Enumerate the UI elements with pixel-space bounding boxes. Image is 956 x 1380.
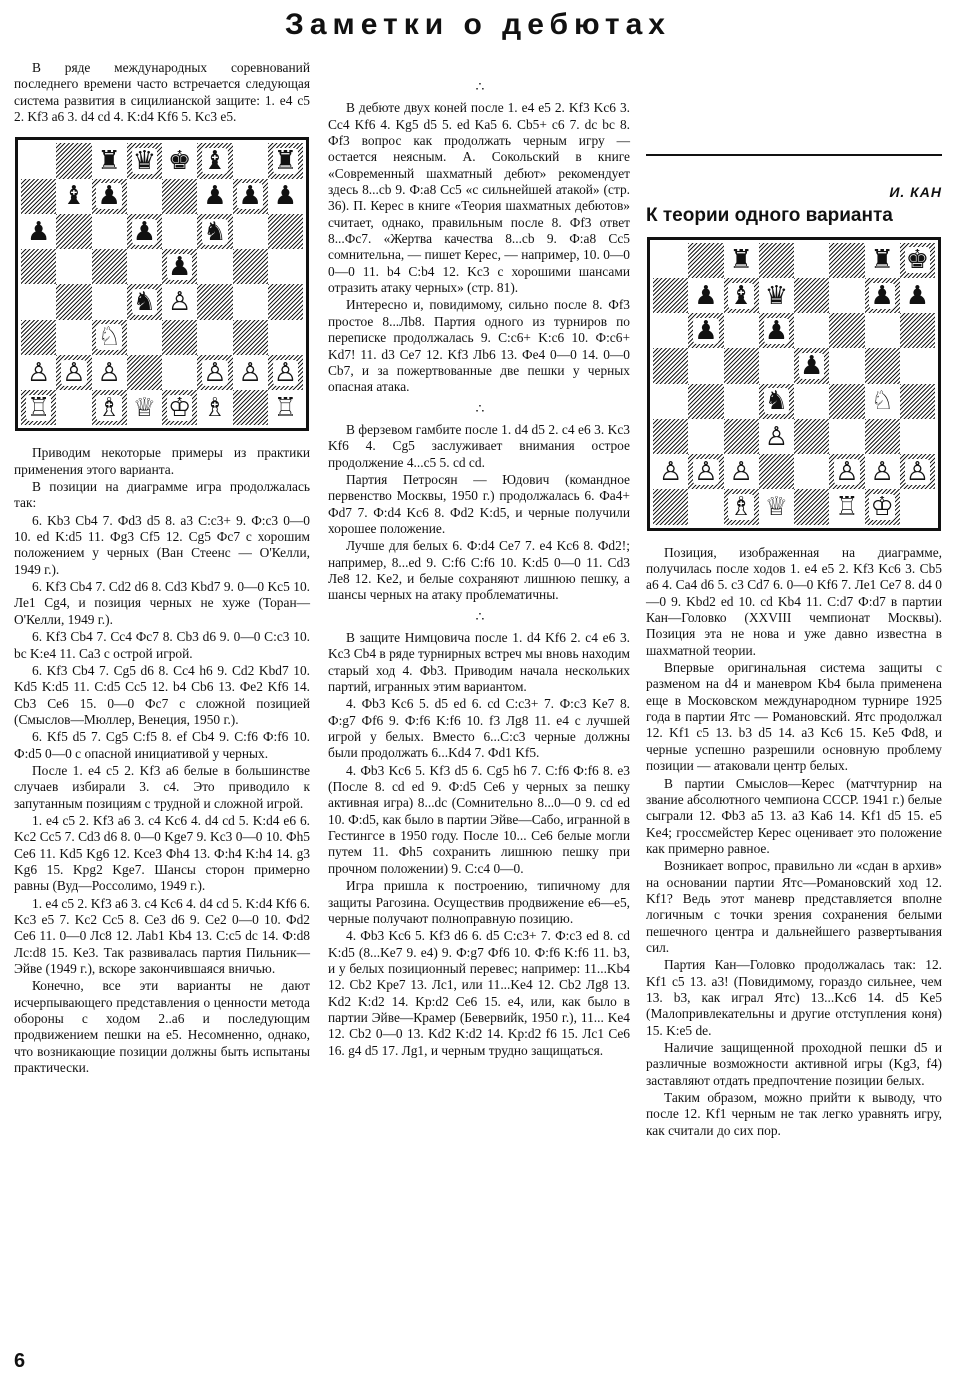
chess-piece: ♗	[203, 392, 227, 423]
board-square	[92, 249, 127, 284]
chess-piece: ♙	[238, 357, 262, 388]
board-square	[724, 348, 759, 383]
board-square	[56, 249, 91, 284]
paragraph: Впервые оригинальная система защиты с разменом на d4 и маневром Kb4 была применена еще в Московском международном турнире 1925 года в партии Ятс — Романовский. Ятс продолжал 12. Kf1 c5 13. b3 d5 14. a3 Kc6 15. Ke5 Фd8, и черные успешно разрешили основную проблему позиции — атаковали центр белых.	[646, 660, 942, 774]
paragraph: 4. Фb3 Kc6 5. Kf3 d5 6. Cg5 h6 7. C:f6 Ф:f6 8. e3 (После 8. cd ed 9. Ф:d5 Ce6 у черных за пешку активная игра) 8...dc (Сомнительно 8...0—0 9. cd ed 10. Ф:d5, как было в партии Эйве—Сабо, игранной в Гестингсе в 1950 году. После 10... Ce6 белые могли путем 11. Фh5 сохранить лишнюю пешку при прочном положении) 9. C:c4 0—0.	[328, 762, 630, 876]
chess-piece: ♙	[203, 357, 227, 388]
board-square	[688, 348, 723, 383]
board-square	[759, 348, 794, 383]
paragraph: Лучше для белых 6. Ф:d4 Ce7 7. e4 Kc6 8. Фd2!; например, 8...ed 9. C:f6 C:f6 10. K:d5 0—0 11. Cd3 Лe8 12. Ke2, и белые сохраняют лишнюю пешку, а шансы черных на атаку проблематичны.	[328, 538, 630, 603]
board-square	[56, 143, 91, 178]
board-square	[653, 454, 688, 489]
chess-piece: ♙	[62, 357, 86, 388]
board-square	[865, 278, 900, 313]
board-square	[197, 320, 232, 355]
paragraph: 6. Kf3 Cb4 7. Cc4 Фc7 8. Cb3 d6 9. 0—0 C:c3 10. bc K:e4 11. Ca3 с острой игрой.	[14, 629, 310, 661]
chess-piece: ♜	[97, 146, 121, 176]
board-square	[759, 278, 794, 313]
board-square	[92, 143, 127, 178]
board-square	[688, 313, 723, 348]
chess-piece: ♟	[97, 181, 121, 212]
chess-piece: ♘	[97, 322, 121, 353]
chess-piece: ♟	[694, 315, 718, 346]
board-square	[900, 419, 935, 454]
board-square	[653, 313, 688, 348]
board-square	[900, 454, 935, 489]
article-heading: К теории одного варианта	[646, 205, 893, 227]
board-square	[829, 243, 864, 278]
board-square	[268, 320, 303, 355]
chess-piece: ♚	[905, 245, 930, 276]
board-square	[759, 454, 794, 489]
board-square	[127, 214, 162, 249]
board-square	[21, 355, 56, 390]
board-square	[724, 313, 759, 348]
chess-piece: ♟	[273, 181, 298, 212]
board-square	[900, 313, 935, 348]
board-square	[56, 179, 91, 214]
paragraph: В позиции на диаграмме игра продолжалась так:	[14, 479, 310, 511]
chess-piece: ♙	[764, 421, 789, 452]
board-square	[759, 489, 794, 524]
board-square	[92, 214, 127, 249]
paragraph: Возникает вопрос, правильно ли «сдан в архив» на основании партии Ятс—Романовский ход 12. Kf1? Ведь этот маневр представляется вполне логичным с точки зрения сохранения белыми пешечного центра и дальнейшего развертывания сил.	[646, 858, 942, 955]
board-square	[56, 284, 91, 319]
board-square	[865, 489, 900, 524]
board-square	[900, 489, 935, 524]
chess-piece: ♔	[870, 492, 894, 523]
chess-piece: ♕	[764, 492, 789, 523]
board-square	[21, 284, 56, 319]
chess-piece: ♙	[694, 456, 718, 487]
board-square	[197, 390, 232, 425]
board-square	[653, 278, 688, 313]
paragraph: Партия Петросян — Юдович (командное первенство Москвы, 1950 г.) продолжалась 6. Фa4+ Фd7 7. Ф:d4 Kc6 8. Фd2 K:d5, и черные получили хорошее положение.	[328, 471, 630, 536]
board-square	[233, 249, 268, 284]
board-square	[162, 390, 197, 425]
board-square	[829, 313, 864, 348]
board-square	[162, 249, 197, 284]
chess-piece: ♙	[273, 357, 298, 388]
paragraph: Позиция, изображенная на диаграмме, получилась после ходов 1. e4 e5 2. Kf3 Kc6 3. Cb5 a6 4. Ca4 d6 5. c3 Cd7 6. 0—0 Kf6 7. Ле1 Ce7 8. d4 0—0 9. Kbd2 ed 10. cd Kb4 11. C:d7 Ф:d7 в партии Кан—Головко (XXVIII чемпионат Москвы). Позиция эта не нова и уже давно известна в шахматной теории.	[646, 544, 942, 658]
board-square	[268, 179, 303, 214]
chess-piece: ♝	[62, 181, 86, 212]
chess-diagram-1	[15, 137, 309, 431]
paragraph: В ферзевом гамбите после 1. d4 d5 2. c4 e6 3. Kc3 Kf6 4. Cg5 заслуживает внимания острое продолжение 4...c5 5. cd cd.	[328, 421, 630, 470]
chess-piece: ♟	[694, 280, 718, 311]
chess-piece: ♞	[764, 386, 789, 417]
chess-piece: ♙	[729, 456, 753, 487]
section-separator: ∴	[475, 401, 483, 417]
chess-piece: ♟	[764, 315, 789, 346]
chess-piece: ♗	[729, 492, 753, 523]
board-square	[127, 390, 162, 425]
board-square	[794, 454, 829, 489]
paragraph: Игра пришла к построению, типичному для защиты Рагозина. Осуществив продвижение e6—e5, черные получают полноправную позицию.	[328, 878, 630, 926]
paragraph: В защите Нимцовича после 1. d4 Kf6 2. c4 e6 3. Kc3 Cb4 в ряде турнирных встреч мы вновь находим старый ход 4. Фb3. Приводим начала нескольких партий, игранных этим вариантом.	[328, 630, 630, 695]
divider	[646, 154, 942, 156]
chess-piece: ♙	[905, 456, 930, 487]
board-square	[92, 284, 127, 319]
board-square	[829, 489, 864, 524]
board-square	[21, 320, 56, 355]
board-square	[724, 419, 759, 454]
board-square	[162, 320, 197, 355]
board-square	[653, 384, 688, 419]
board-square	[794, 313, 829, 348]
chess-piece: ♞	[203, 216, 227, 247]
chess-piece: ♙	[870, 456, 894, 487]
chess-piece: ♛	[132, 146, 157, 176]
board-square	[688, 278, 723, 313]
board-square	[829, 348, 864, 383]
board-square	[653, 419, 688, 454]
board-square	[268, 214, 303, 249]
board-square	[653, 243, 688, 278]
board-square	[759, 313, 794, 348]
board-square	[197, 355, 232, 390]
board-square	[653, 489, 688, 524]
board-square	[829, 419, 864, 454]
article-author: И. КАН	[889, 184, 942, 200]
board-square	[56, 390, 91, 425]
board-square	[162, 355, 197, 390]
chess-piece: ♟	[238, 181, 262, 212]
board-square	[865, 454, 900, 489]
paragraph: 6. Kf3 Cb4 7. Cg5 d6 8. Cc4 h6 9. Cd2 Kbd7 10. Kd5 K:d5 11. C:d5 Cc5 12. b4 Cb6 13. Фe2 Kf6 14. Cb3 Ce6 15. 0—0 Фc7 с сложной позицией (Смыслов—Мюллер, Венеция, 1950 г.).	[14, 662, 310, 727]
paragraph: Конечно, все эти варианты не дают исчерпывающего представления о ценности метода обороны с ходом 2..a6 и последующим продвижением пешки на e5. Несомненно, однако, что возникающие позиции должны быть испытаны практически.	[14, 978, 310, 1076]
board-square	[233, 143, 268, 178]
board-square	[233, 355, 268, 390]
chess-piece: ♟	[26, 216, 51, 247]
board-square	[724, 243, 759, 278]
chess-piece: ♚	[167, 146, 192, 176]
board-square	[21, 249, 56, 284]
paragraph: 1. e4 c5 2. Kf3 a6 3. c4 Kc6 4. d4 cd 5. K:d4 e6 6. Kc2 Cc5 7. Cd3 d6 8. 0—0 Kge7 9. Kc3 0—0 10. Фh5 Ce6 11. Kd5 Kg6 12. Kce3 Фh4 13. Ф:h4 K:h4 14. g3 Kg6 15. Kpg2 Kge7. Шансы сторон примерно равны (Вуд—Россолимо, 1949 г.).	[14, 812, 310, 894]
board-square	[268, 355, 303, 390]
chess-piece: ♙	[26, 357, 51, 388]
board-square	[92, 320, 127, 355]
board-square	[268, 249, 303, 284]
board-square	[724, 278, 759, 313]
chess-piece: ♞	[132, 287, 157, 317]
board-square	[233, 320, 268, 355]
board-square	[268, 284, 303, 319]
board-square	[92, 390, 127, 425]
board-square	[724, 454, 759, 489]
board-square	[197, 249, 232, 284]
column-3	[646, 42, 942, 1140]
board-square	[21, 390, 56, 425]
chess-piece: ♝	[203, 146, 227, 176]
paragraph: В партии Смыслов—Керес (матчтурнир на звание абсолютного чемпиона СССР. 1941 г.) белые сыграли 12. Фb3 a5 13. a3 Ka6 14. Kf1 d5 15. e5 Ke4; гроссмейстер Керес оценивает это положение как примерно равное.	[646, 775, 942, 856]
chess-piece: ♘	[870, 386, 894, 417]
board-square	[688, 384, 723, 419]
board-square	[865, 419, 900, 454]
board-square	[688, 419, 723, 454]
board-square	[724, 489, 759, 524]
paragraph: Таким образом, можно прийти к выводу, что после 12. Kf1 черным не так легко уравнять игру, как считали до сих пор.	[646, 1090, 942, 1138]
board-square	[233, 390, 268, 425]
chess-piece: ♜	[273, 146, 298, 176]
chess-piece: ♖	[26, 392, 51, 423]
paragraph: 4. Фb3 Kc6 5. Kf3 d6 6. d5 C:c3+ 7. Ф:c3 ed 8. cd K:d5 (8...Ke7 9. e4) 9. Ф:g7 Фf6 10. Ф:f6 K:f6 11. b3, и у белых позиционный перевес; например: 11...Kb4 12. Cb2 Kpe7 13. Лc1, или 11...Ke4 12. Cb2 Лg8 13. Kd2 K:d2 14. Kp:d2 Ce6 15. e4, или, как было в партии Эйве—Крамер (Бевервийк, 1950 г.), 11... Ke4 12. Cb2 0—0 13. Kd2 K:d2 14. Kp:d2 f6 15. Лc1 Ce6 16. g4 d5 17. Лg1, и черным трудно защищаться.	[328, 928, 630, 1058]
board-square	[900, 348, 935, 383]
board-square	[127, 320, 162, 355]
paragraph: В ряде международных соревнований последнего времени часто встречается следующая система развития в сицилианской защите: 1. e4 c5 2. Kf3 a6 3. d4 cd 4. K:d4 Kf6 5. Kc3 e5.	[14, 60, 310, 125]
board-square	[865, 384, 900, 419]
column-1	[14, 60, 310, 1077]
board-square	[759, 243, 794, 278]
board-square	[865, 243, 900, 278]
board-square	[127, 143, 162, 178]
page-number: 6	[14, 1350, 26, 1372]
board-square	[92, 179, 127, 214]
chess-piece: ♙	[167, 287, 192, 317]
chess-piece: ♕	[132, 392, 157, 423]
paragraph: В дебюте двух коней после 1. e4 e5 2. Kf3 Kc6 3. Cc4 Kf6 4. Kg5 d5 5. ed Ka5 6. Cb5+ c6 7. dc bc 8. Фf3 вопрос как продолжать черным игру — остается неясным. А. Сокольский в книге «Современный шахматный дебют» рекомендует здесь 8...cb 9. Ф:a8 Cc5 «с сильнейшей атакой» (стр. 36). П. Керес в книге «Теория шахматных дебютов» считает, однако, правильным после 8. Фf3 ответ 8...Фc7. «Жертва качества 8...cb 9. Ф:a8 Cc5 сомнительна, — пишет Керес, — например, 10. 0—0 0—0 11. b4 C:b4 12. Kc3 с хорошими шансами отразить атаку черных» (стр. 81).	[328, 100, 630, 296]
section-separator: ∴	[475, 80, 483, 95]
board-square	[233, 214, 268, 249]
chess-piece: ♛	[764, 280, 789, 311]
board-square	[829, 454, 864, 489]
chess-piece: ♟	[870, 280, 894, 311]
board-square	[794, 384, 829, 419]
board-square	[162, 179, 197, 214]
board-square	[268, 143, 303, 178]
board-square	[794, 348, 829, 383]
paragraph: 6. Kb3 Cb4 7. Фd3 d5 8. a3 C:c3+ 9. Ф:c3 0—0 10. ed K:d5 11. Фg3 Cf5 12. Cg5 Фc7 с хорошим положением у черных (Ван Стеенс — О'Келли, 1949 г.).	[14, 512, 310, 577]
board-square	[197, 143, 232, 178]
board-square	[127, 355, 162, 390]
chess-piece: ♟	[203, 181, 227, 212]
board-square	[900, 384, 935, 419]
chess-piece: ♖	[835, 492, 859, 523]
chess-piece: ♟	[132, 216, 157, 247]
board-square	[56, 355, 91, 390]
chess-piece: ♝	[729, 280, 753, 311]
board-square	[794, 419, 829, 454]
board-square	[56, 214, 91, 249]
board-square	[127, 179, 162, 214]
board-square	[829, 278, 864, 313]
chess-piece: ♜	[729, 245, 753, 276]
column-2	[328, 74, 630, 1060]
chess-piece: ♗	[97, 392, 121, 423]
board-square	[900, 278, 935, 313]
board-square	[197, 284, 232, 319]
board-square	[56, 320, 91, 355]
board-square	[92, 355, 127, 390]
section-separator: ∴	[475, 609, 483, 625]
paragraph: Наличие защищенной проходной пешки d5 и различные возможности активной игры (Kg3, f4) заставляют отдать предпочтение позиции белых.	[646, 1040, 942, 1088]
board-square	[794, 278, 829, 313]
paragraph: Приводим некоторые примеры из практики применения этого варианта.	[14, 445, 310, 477]
board-square	[21, 214, 56, 249]
board-square	[794, 243, 829, 278]
board-square	[233, 284, 268, 319]
chess-piece: ♟	[799, 351, 824, 382]
paragraph: Партия Кан—Головко продолжалась так: 12. Kf1 c5 13. a3! (Повидимому, гораздо сильнее, чем 13. b3, как играл Ятс) 13...Kc6 14. d5 Ke5 (Малопривлекательны и другие отступления коня) 15. K:e5 de.	[646, 957, 942, 1038]
board-square	[900, 243, 935, 278]
board-square	[829, 384, 864, 419]
board-square	[162, 214, 197, 249]
board-square	[759, 384, 794, 419]
chess-piece: ♙	[835, 456, 859, 487]
board-square	[724, 384, 759, 419]
board-square	[21, 143, 56, 178]
chess-piece: ♜	[870, 245, 894, 276]
paragraph: 6. Kf3 Cb4 7. Cd2 d6 8. Cd3 Kbd7 9. 0—0 Kc5 10. Ле1 Cg4, и позиция черных не хуже (Торан—О'Келли, 1949 г.).	[14, 579, 310, 627]
board-square	[162, 143, 197, 178]
board-square	[688, 489, 723, 524]
board-square	[794, 489, 829, 524]
board-square	[688, 454, 723, 489]
board-square	[865, 313, 900, 348]
paragraph: 1. e4 c5 2. Kf3 a6 3. c4 Kc6 4. d4 cd 5. K:d4 Kf6 6. Kc3 e5 7. Kc2 Cc5 8. Ce3 d6 9. Ce2 0—0 10. Фd2 Ce6 11. 0—0 Лc8 12. Лab1 Kb4 13. C:c5 dc 14. Ф:d8 Лc:d8 15. Ke3. Так развивалась партия Пильник—Эйве (1949 г.), вскоре закончившаяся вничью.	[14, 895, 310, 977]
board-square	[865, 348, 900, 383]
page-title: Заметки о дебютах	[285, 8, 671, 41]
chess-piece: ♟	[167, 251, 192, 282]
board-square	[233, 179, 268, 214]
chess-piece: ♔	[167, 392, 192, 423]
board-square	[759, 419, 794, 454]
board-square	[197, 179, 232, 214]
board-square	[197, 214, 232, 249]
chess-piece: ♙	[658, 456, 683, 487]
board-square	[268, 390, 303, 425]
chess-piece: ♖	[273, 392, 298, 423]
board-square	[162, 284, 197, 319]
paragraph: Интересно и, повидимому, сильно после 8. Фf3 простое 8...Лb8. Партия одного из турниров по переписке продолжалась 9. C:c6+ K:c6 10. Ф:c6+ Kd7! 11. d3 Ce7 12. Kf3 Лb6 13. Фe4 0—0 14. 0—0 Cb7, и за пожертвованные две пешки у черных опасная атака.	[328, 297, 630, 395]
chess-piece: ♙	[97, 357, 121, 388]
chess-diagram-2	[647, 237, 941, 531]
paragraph: После 1. e4 c5 2. Kf3 a6 белые в большинстве случаев избирали 3. c4. Это приводило к запутанным позициям с трудной и сложной игрой.	[14, 762, 310, 811]
board-square	[653, 348, 688, 383]
paragraph: 4. Фb3 Kc6 5. d5 ed 6. cd C:c3+ 7. Ф:c3 Ke7 8. Ф:g7 Фf6 9. Ф:f6 K:f6 10. f3 Лg8 11. e4 с лучшей игрой у белых. Вместо 6...C:c3 черные должны были продолжать 6...Kd4 7. Фd1 Kf5.	[328, 696, 630, 761]
chess-piece: ♟	[905, 280, 930, 311]
board-square	[21, 179, 56, 214]
paragraph: 6. Kf5 d5 7. Cg5 C:f5 8. ef Cb4 9. C:f6 Ф:f6 10. Ф:d5 0—0 с опасной инициативой у черных.	[14, 729, 310, 761]
board-square	[127, 249, 162, 284]
board-square	[127, 284, 162, 319]
board-square	[688, 243, 723, 278]
